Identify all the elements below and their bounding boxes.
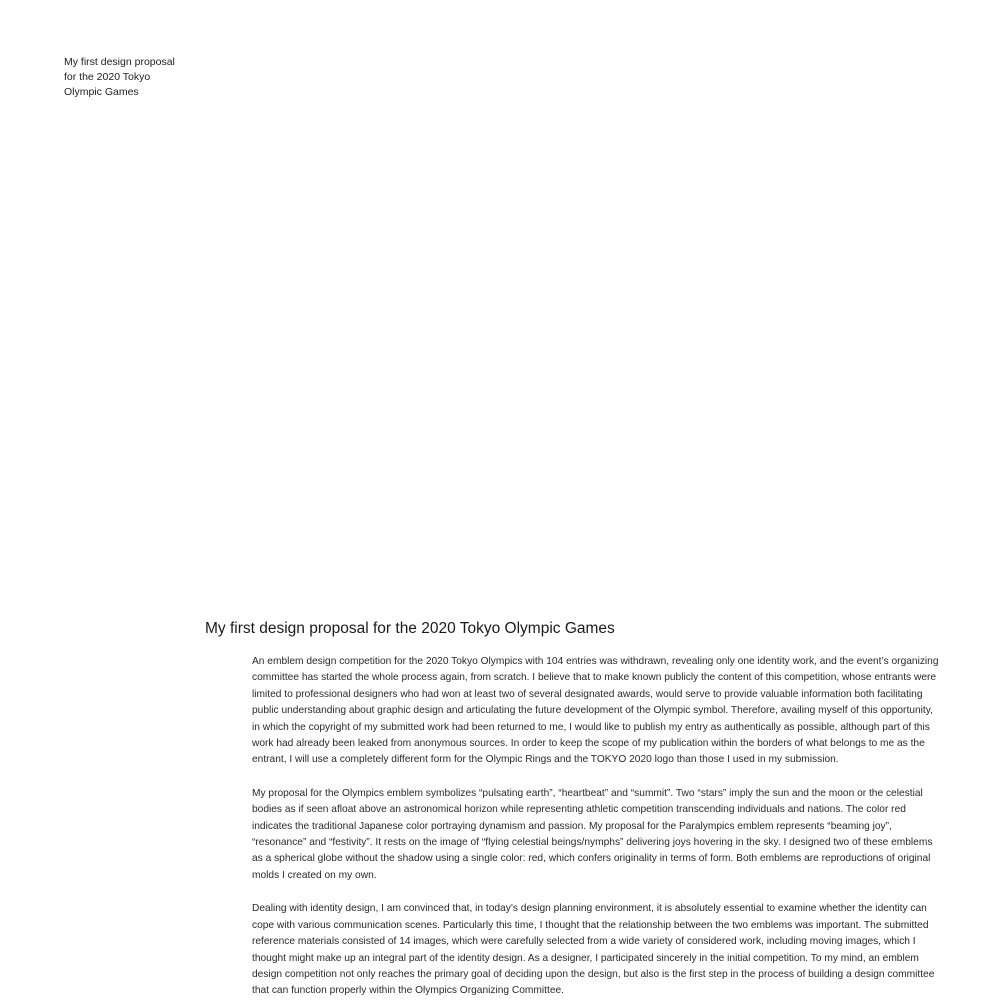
- paragraph: My proposal for the Olympics emblem symbolizes “pulsating earth”, “heartbeat” and “summit”. Two “stars” imply the sun and the moon or the celestial bodies as if seen afloat above an astronomical horizon while representing athletic competition transcending individuals and nations. The color red indicates the traditional Japanese color portraying dynamism and passion. My proposal for the Paralympics emblem represents “beaming joy”, “resonance” and “festivity”. It rests on the image of “flying celestial beings/nymphs” delivering joys hovering in the sky. I designed two of these emblems as a spherical globe without the shadow using a single color: red, which confers originality in terms of form. Both emblems are reproductions of original molds I created on my own.: [252, 787, 933, 881]
- article-body: [252, 654, 940, 1000]
- paragraph: An emblem design competition for the 2020 Tokyo Olympics with 104 entries was withdrawn, revealing only one identity work, and the event’s organizing committee has started the whole process again, from scratch. I believe that to make known publicly the content of this competition, whose entrants were limited to professional designers who had won at least two of several designated awards, would serve to provide valuable information both facilitating public understanding about graphic design and articulating the future development of the Olympic symbol. Therefore, availing myself of this opportunity, in which the copyright of my submitted work had been returned to me, I would like to publish my entry as authentically as possible, although part of this work had already been leaked from anonymous sources. In order to keep the scope of my publication within the borders of what belongs to me as the entrant, I will use a completely different form for the Olympic Rings and the TOKYO 2020 logo than those I used in my submission.: [252, 656, 939, 766]
- article-title: My first design proposal for the 2020 Tokyo Olympic Games: [205, 620, 615, 637]
- article: [205, 618, 945, 1000]
- sidebar-title[interactable]: My first design proposal for the 2020 Tokyo Olympic Games: [64, 56, 175, 98]
- paragraph: Dealing with identity design, I am convinced that, in today’s design planning environment, it is absolutely essential to examine whether the identity can cope with various communication scenes. Particularly this time, I thought that the relationship between the two emblems was important. The submitted reference materials consisted of 14 images, which were carefully selected from a wide variety of considered work, including moving images, which I thought might make up an integral part of the identity design. As a designer, I participated sincerely in the initial competition. To my mind, an emblem design competition not only reaches the primary goal of deciding upon the design, but also is the first step in the process of building a design committee that can function properly within the Olympics Organizing Committee.: [252, 903, 935, 997]
